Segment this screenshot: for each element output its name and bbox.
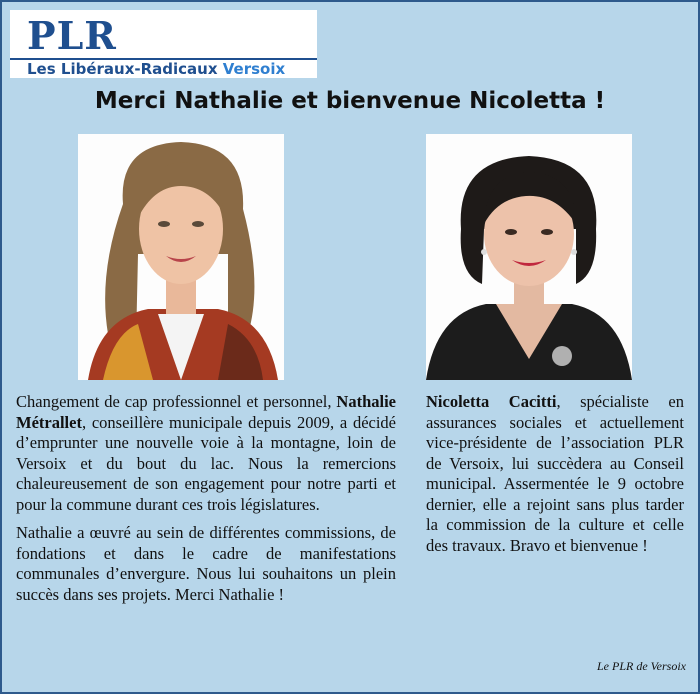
article-right: [426, 392, 684, 564]
name-nathalie: Nathalie Métrallet: [16, 392, 397, 432]
logo-mark: PLR: [27, 13, 117, 58]
article-right-body: , spécialiste en assurances sociales et actuellement vice-présidente de l’association PLR de Versoix, lui succèdera au Conseil municipal. Assermentée le 9 octobre dernier, elle a rejoint sans plus tarder la commission de la culture et celle des travaux. Bravo et bienvenue !: [426, 392, 684, 555]
article-left-body: , conseillère municipale depuis 2009, a décidé d’emprunter une nouvelle voie à la montagne, loin de Versoix et du bout du lac. Nous la remercions chaleureusement de son engagement pour notre parti et pour la commune durant ces trois législatures.: [16, 412, 396, 514]
article-left: [16, 392, 396, 613]
logo-tagline: [27, 60, 285, 78]
signature: Le PLR de Versoix: [597, 659, 686, 673]
logo-tagline-main: Les Libéraux-Radicaux: [27, 60, 223, 78]
photo-nathalie: [78, 134, 284, 380]
article-left-paragraph-2: Nathalie a œuvré au sein de différentes commissions, de fondations et dans le cadre de manifestations communales d’envergure. Nous lui souhaitons un plein succès dans ses projets. Merci Nathalie !: [16, 523, 396, 604]
article-left-paragraph-1: [16, 392, 396, 515]
logo-tagline-place: Versoix: [222, 60, 286, 78]
page-title: Merci Nathalie et bienvenue Nicoletta !: [94, 88, 606, 114]
plr-logo: [10, 10, 317, 78]
article-right-paragraph-1: [426, 392, 684, 556]
photo-nicoletta: [426, 134, 632, 380]
name-nicoletta: Nicoletta Cacitti: [426, 392, 557, 411]
article-left-intro: Changement de cap professionnel et personnel,: [16, 392, 332, 411]
